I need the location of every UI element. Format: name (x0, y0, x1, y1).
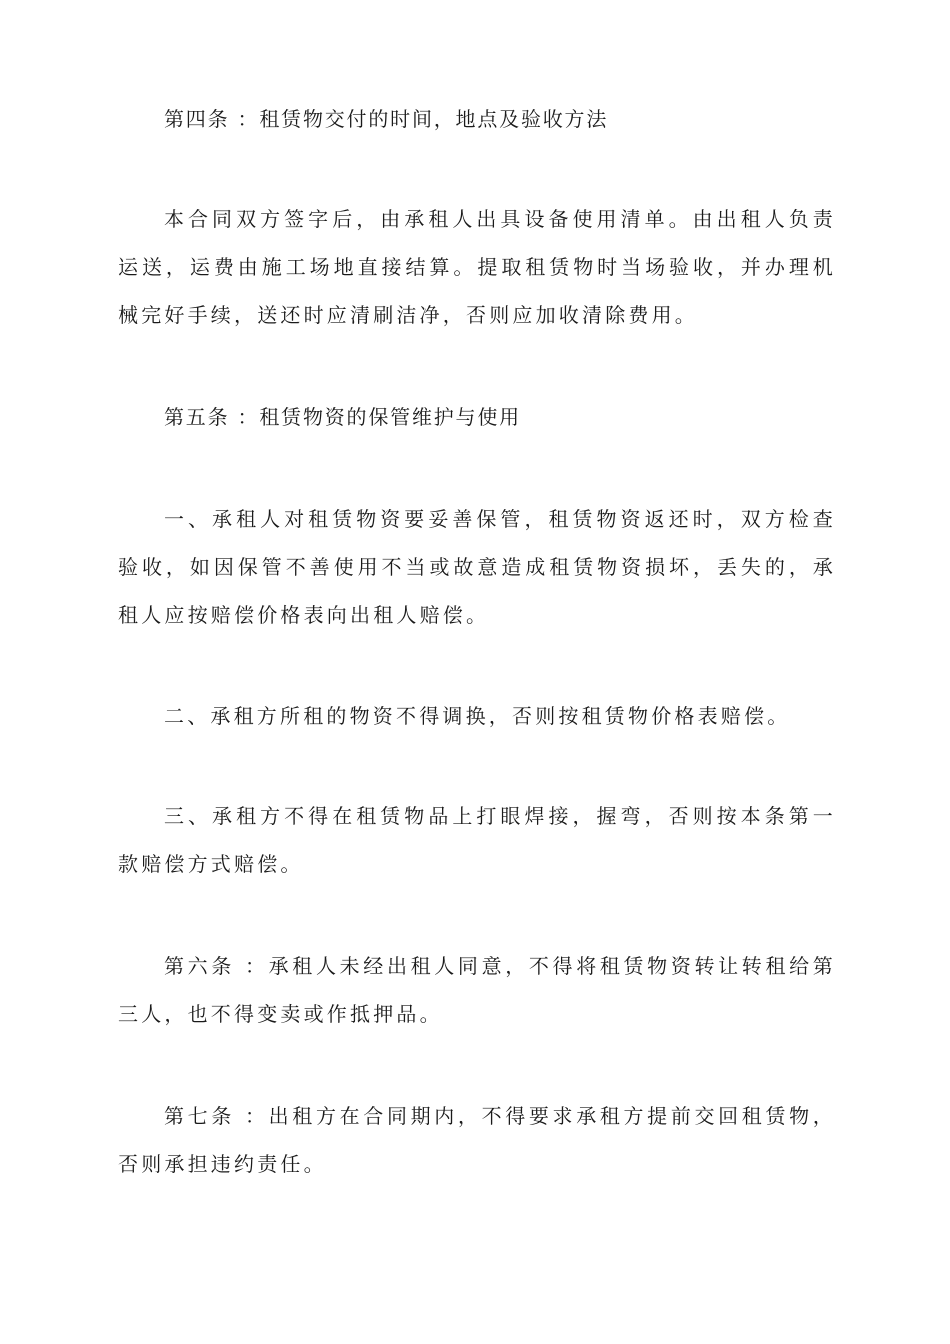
article-5-clause-2: 二、承租方所租的物资不得调换，否则按租赁物价格表赔偿。 (164, 704, 791, 728)
article-4-heading: 第四条 ：租赁物交付的时间，地点及验收方法 (164, 107, 609, 131)
article-5-clause-3: 三、承租方不得在租赁物品上打眼焊接，握弯，否则按本条第一款赔偿方式赔偿。 (118, 804, 836, 876)
article-6: 第六条 ：承租人未经出租人同意，不得将租赁物资转让转租给第三人，也不得变卖或作抵押品。 (118, 954, 836, 1026)
article-5-clause-1: 一、承租人对租赁物资要妥善保管，租赁物资返还时，双方检查验收，如因保管不善使用不当或故意造成租赁物资损坏，丢失的，承租人应按赔偿价格表向出租人赔偿。 (118, 507, 836, 627)
article-7: 第七条 ：出租方在合同期内，不得要求承租方提前交回租赁物，否则承担违约责任。 (118, 1104, 836, 1176)
article-5-heading: 第五条 ：租赁物资的保管维护与使用 (164, 405, 521, 429)
article-4-body: 本合同双方签字后，由承租人出具设备使用清单。由出租人负责运送，运费由施工场地直接结算。提取租赁物时当场验收，并办理机械完好手续，送还时应清刷洁净，否则应加收清除费用。 (118, 207, 836, 327)
